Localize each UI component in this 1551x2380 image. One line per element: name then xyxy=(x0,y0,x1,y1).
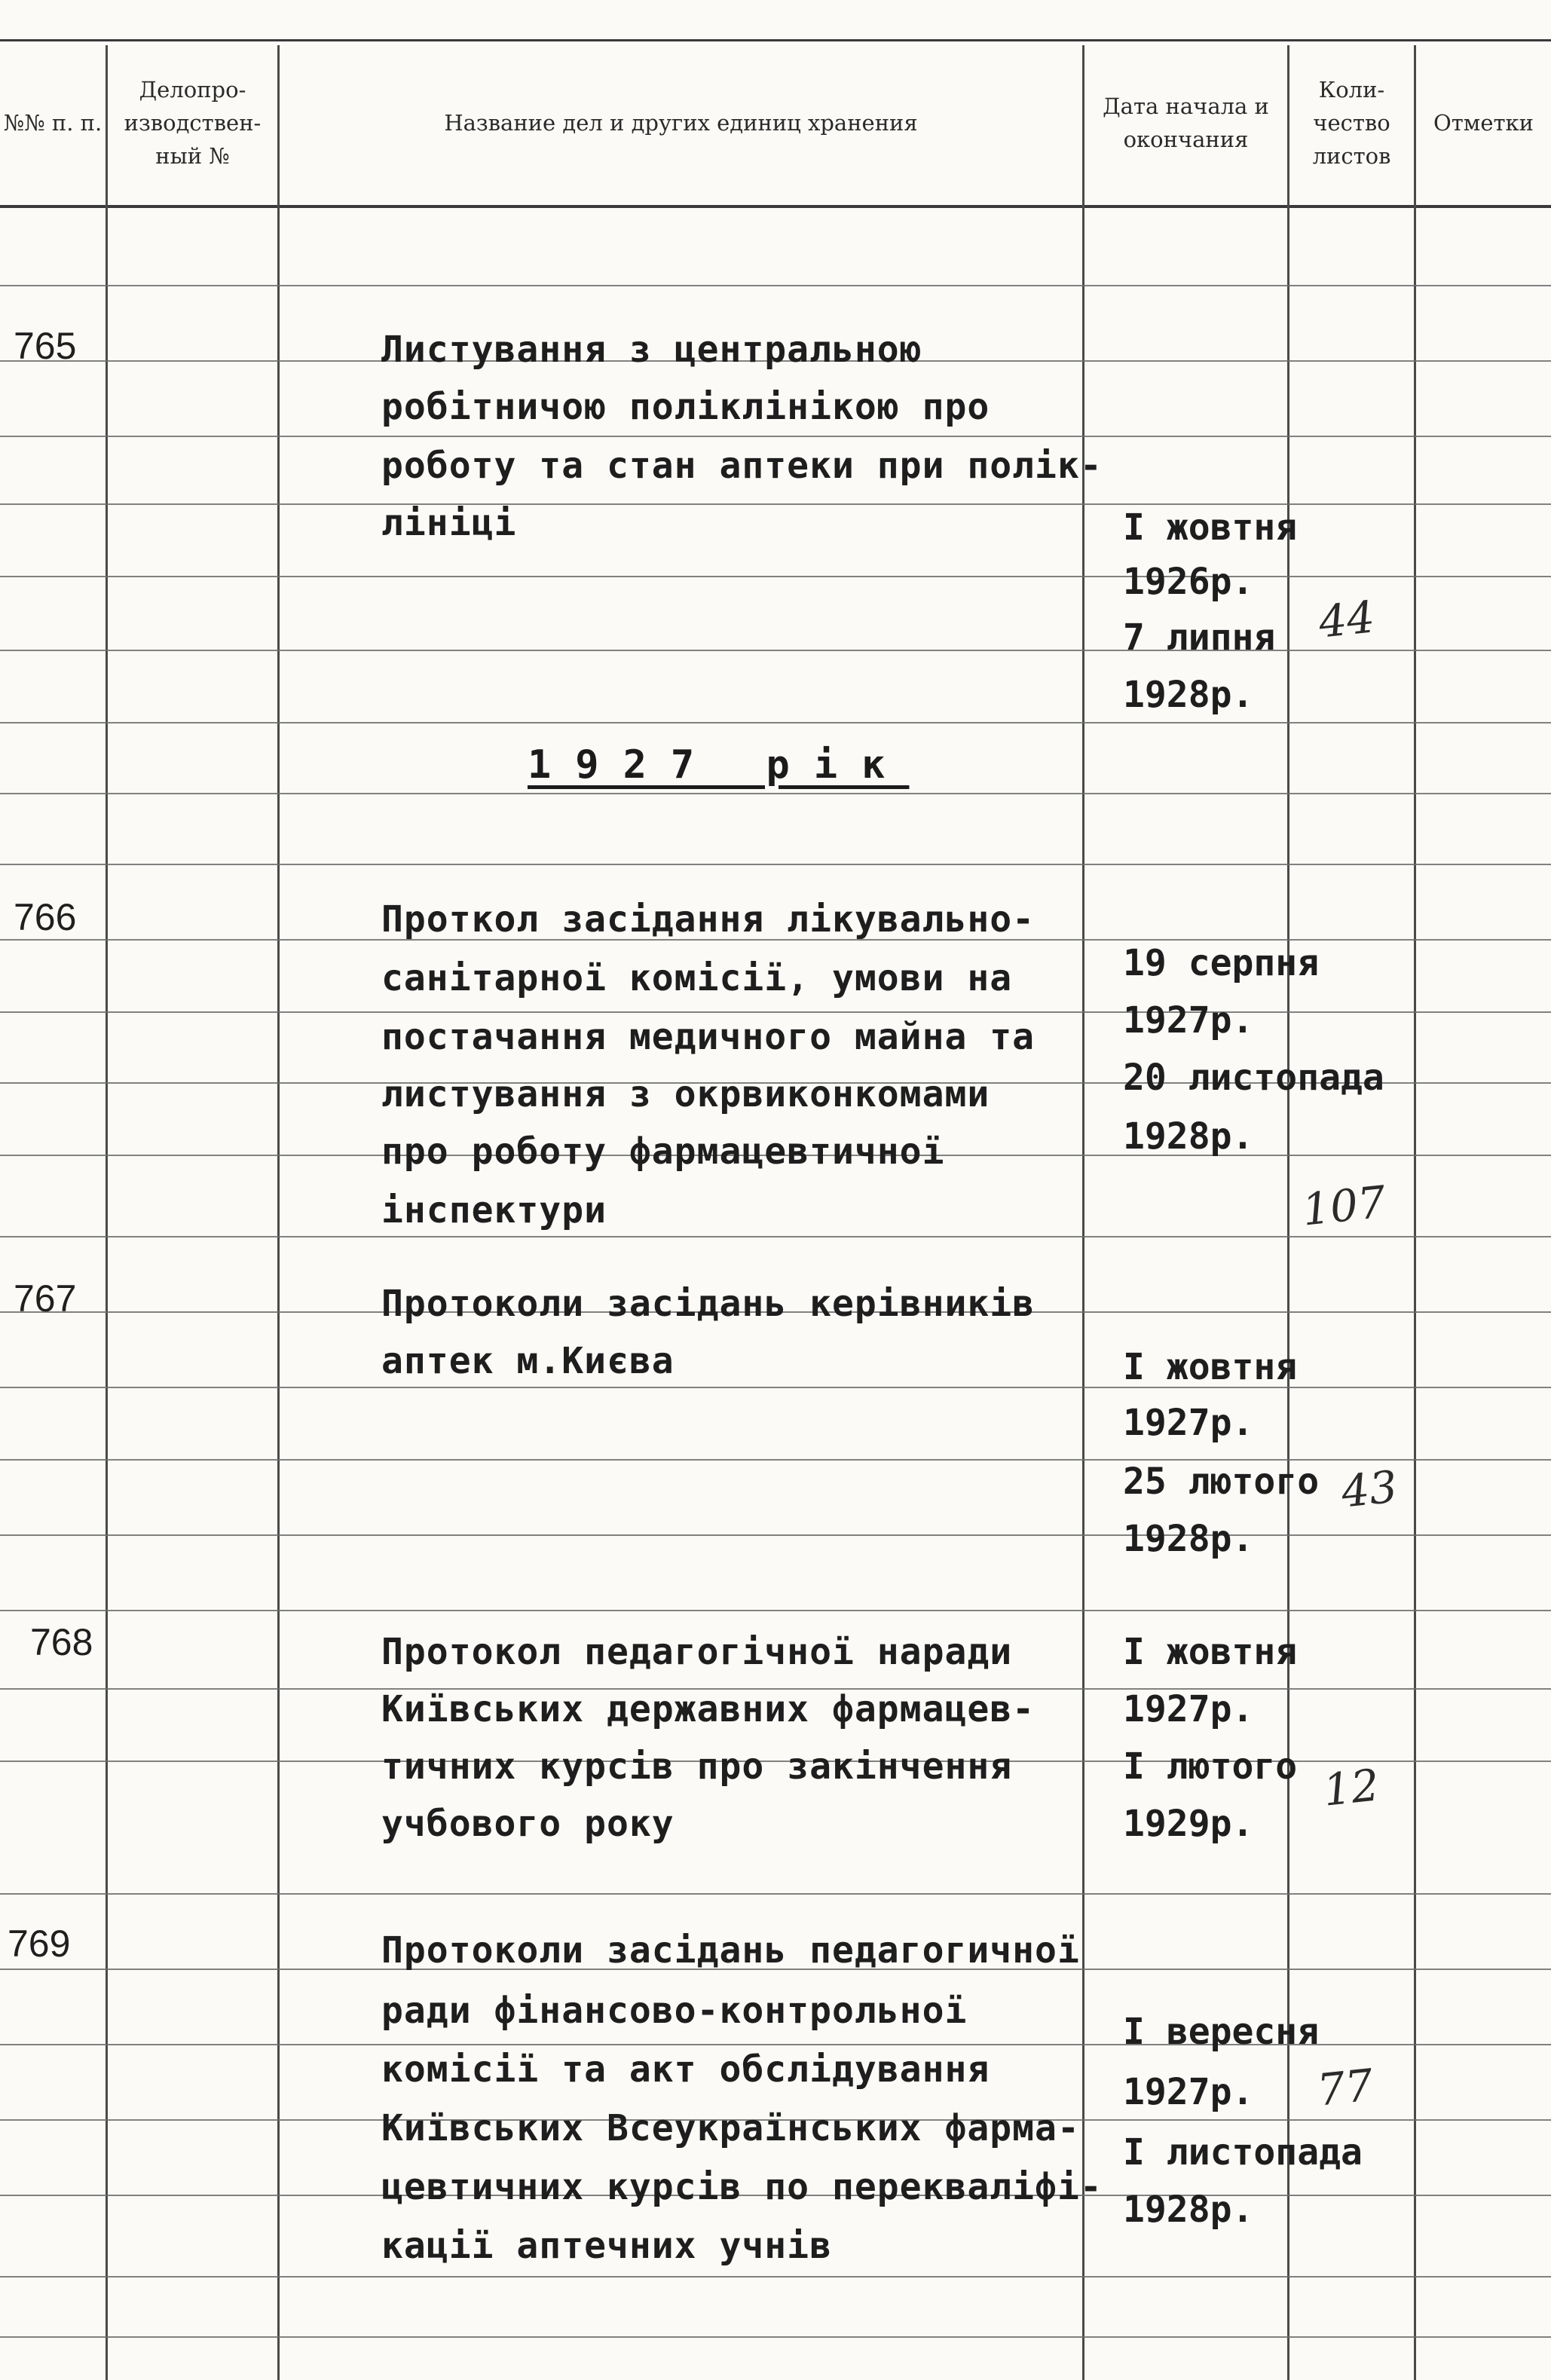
entry-date-line: 25 лютого xyxy=(1123,1461,1320,1503)
entry-number: 768 xyxy=(30,1621,93,1663)
ruled-line xyxy=(0,1534,1551,1536)
ruled-line xyxy=(0,864,1551,865)
year-heading: 1927 рік xyxy=(528,742,910,788)
ruled-line xyxy=(0,1610,1551,1611)
entry-title-line: тичних курсів про закінчення xyxy=(381,1745,1013,1788)
entry-title-line: Протоколи засідань керівників xyxy=(381,1283,1036,1325)
ruled-line xyxy=(0,285,1551,286)
divider-num xyxy=(106,45,108,2380)
entry-title-line: учбового року xyxy=(381,1803,675,1845)
ruled-line xyxy=(0,503,1551,505)
entry-title-line: Протоколи засідань педагогичної xyxy=(381,1929,1080,1972)
header-dates: Дата начала и окончания xyxy=(1103,93,1269,152)
entry-title-line: Київських Всеукраїнських фарма- xyxy=(381,2107,1080,2149)
entry-title-line: кації аптечних учнів xyxy=(381,2225,832,2267)
ruled-line xyxy=(0,2336,1551,2338)
entry-date-line: 7 липня xyxy=(1123,616,1276,659)
entry-title-line: Листування з центральною xyxy=(381,329,922,371)
divider-office xyxy=(277,45,280,2380)
entry-date-line: 19 серпня xyxy=(1123,942,1320,984)
divider-sheets xyxy=(1414,45,1416,2380)
header-sheets: Коли- чество листов xyxy=(1312,76,1391,169)
ruled-line xyxy=(0,436,1551,437)
ruled-line xyxy=(0,1893,1551,1895)
entry-title-line: санітарної комісії, умови на xyxy=(381,957,1013,999)
entry-title-line: Проткол засідання лікувально- xyxy=(381,898,1036,941)
entry-date-line: 1928р. xyxy=(1123,1115,1254,1158)
header-title: Название дел и других единиц хранения xyxy=(444,109,918,136)
ruled-line xyxy=(0,2276,1551,2278)
entry-title-line: аптек м.Києва xyxy=(381,1340,675,1382)
header-bottom-border xyxy=(0,205,1551,208)
entry-title-line: роботу та стан аптеки при полік- xyxy=(381,445,1103,487)
entry-date-line: І жовтня xyxy=(1123,506,1298,549)
entry-date-line: І жовтня xyxy=(1123,1346,1298,1388)
entry-date-line: І листопада xyxy=(1123,2131,1363,2174)
ruled-line xyxy=(0,722,1551,723)
entry-sheet-count: 77 xyxy=(1314,2059,1376,2116)
entry-number: 766 xyxy=(14,896,77,938)
ruled-line xyxy=(0,650,1551,651)
entry-title-line: Київських державних фармацев- xyxy=(381,1688,1036,1730)
entry-date-line: 1928р. xyxy=(1123,674,1254,716)
entry-date-line: 1927р. xyxy=(1123,2071,1254,2113)
entry-date-line: 1927р. xyxy=(1123,1688,1254,1730)
top-border xyxy=(0,39,1551,41)
entry-title-line: Протокол педагогічної наради xyxy=(381,1631,1013,1673)
entry-date-line: 1927р. xyxy=(1123,1402,1254,1444)
ruled-line xyxy=(0,576,1551,577)
entry-title-line: інспектури xyxy=(381,1189,607,1231)
header-notes: Отметки xyxy=(1433,109,1534,136)
header-office: Делопро- изводствен- ный № xyxy=(124,76,262,169)
entry-number: 765 xyxy=(14,325,77,367)
entry-date-line: І вересня xyxy=(1123,2011,1320,2053)
divider-title xyxy=(1082,45,1084,2380)
ruled-line xyxy=(0,1236,1551,1237)
entry-sheet-count: 43 xyxy=(1338,1461,1400,1518)
entry-sheet-count: 107 xyxy=(1299,1176,1388,1236)
entry-title-line: комісії та акт обслідування xyxy=(381,2048,990,2091)
entry-date-line: І жовтня xyxy=(1123,1631,1298,1673)
entry-date-line: 1926р. xyxy=(1123,561,1254,603)
entry-date-line: 20 листопада xyxy=(1123,1057,1384,1099)
entry-title-line: листування з окрвиконкомами xyxy=(381,1073,990,1115)
entry-date-line: 1928р. xyxy=(1123,1518,1254,1560)
entry-date-line: 1929р. xyxy=(1123,1803,1254,1845)
entry-number: 769 xyxy=(8,1923,71,1965)
ruled-line xyxy=(0,1011,1551,1013)
entry-title-line: постачання медичного майна та xyxy=(381,1016,1036,1058)
entry-date-line: 1927р. xyxy=(1123,999,1254,1042)
ruled-line xyxy=(0,793,1551,794)
entry-date-line: І лютого xyxy=(1123,1745,1298,1788)
entry-title-line: цевтичних курсів по перекваліфі- xyxy=(381,2166,1103,2208)
entry-date-line: 1928р. xyxy=(1123,2189,1254,2231)
entry-title-line: робітничою поліклінікою про xyxy=(381,386,990,428)
entry-sheet-count: 12 xyxy=(1320,1759,1382,1816)
entry-title-line: про роботу фармацевтичної xyxy=(381,1130,945,1173)
ruled-line xyxy=(0,1387,1551,1388)
entry-title-line: ради фінансово-контрольної xyxy=(381,1990,968,2032)
entry-number: 767 xyxy=(14,1277,77,1320)
header-num: №№ п. п. xyxy=(3,109,102,136)
entry-title-line: лініці xyxy=(381,502,517,544)
entry-sheet-count: 44 xyxy=(1316,591,1378,648)
